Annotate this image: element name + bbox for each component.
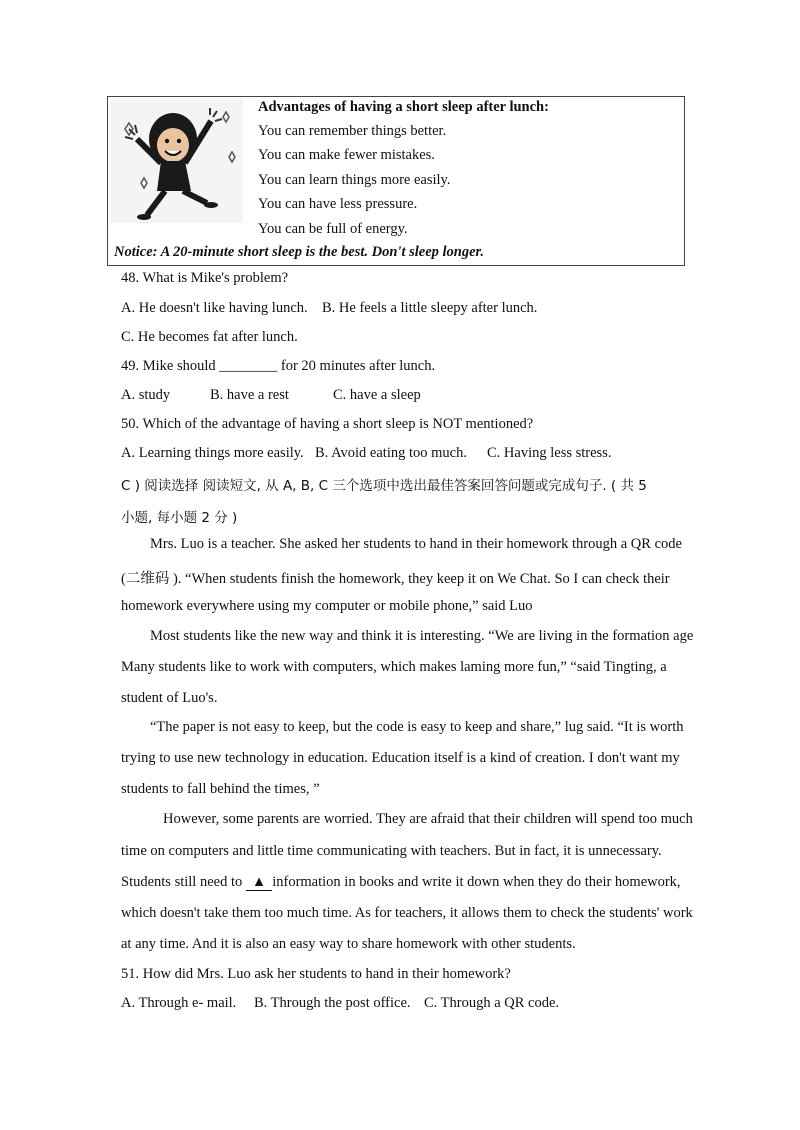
advantage-item: You can be full of energy. [258, 221, 408, 237]
q48-option-c: C. He becomes fat after lunch. [121, 329, 298, 345]
passage-line-with-blank [121, 874, 681, 891]
passage-line: (二维码 ). “When students finish the homework, they keep it on We Chat. So I can check their [121, 571, 670, 587]
q51-option-a: A. Through e- mail. [121, 995, 237, 1011]
question-50: 50. Which of the advantage of having a short sleep is NOT mentioned? [121, 416, 534, 432]
q49-option-c: C. have a sleep [333, 387, 421, 403]
section-c-instruction: C ) 阅读选择 阅读短文, 从 A, B, C 三个选项中选出最佳答案回答问题或完成句子. ( 共 5 [121, 478, 647, 494]
section-c-instruction-cont: 小题, 每小题 2 分 ) [121, 510, 238, 526]
advantages-box [107, 96, 685, 266]
passage-line: Many students like to work with computers, which makes laming more fun,” “said Tingting, a [121, 659, 667, 675]
advantage-item: You can learn things more easily. [258, 172, 451, 188]
passage-line: However, some parents are worried. They are afraid that their children will spend too much [163, 811, 693, 827]
jumping-girl-illustration [111, 99, 243, 223]
q51-option-b: B. Through the post office. [254, 995, 411, 1011]
passage-line: Mrs. Luo is a teacher. She asked her students to hand in their homework through a QR code [150, 536, 682, 552]
passage-line: at any time. And it is also an easy way to share homework with other students. [121, 936, 576, 952]
fill-in-blank: ▲ [246, 874, 272, 891]
q48-option-a: A. He doesn't like having lunch. [121, 300, 308, 316]
advantage-item: You can make fewer mistakes. [258, 147, 435, 163]
passage-line: “The paper is not easy to keep, but the code is easy to keep and share,” lug said. “It is worth [150, 719, 684, 735]
q50-option-b: B. Avoid eating too much. [315, 445, 467, 461]
question-51: 51. How did Mrs. Luo ask her students to hand in their homework? [121, 966, 511, 982]
notice-text: Notice: A 20-minute short sleep is the best. Don't sleep longer. [114, 244, 485, 260]
q50-option-a: A. Learning things more easily. [121, 445, 304, 461]
passage-line: students to fall behind the times, ” [121, 781, 320, 797]
q48-option-b: B. He feels a little sleepy after lunch. [322, 300, 538, 316]
advantage-item: You can have less pressure. [258, 196, 418, 212]
passage-line: student of Luo's. [121, 690, 218, 706]
passage-line: homework everywhere using my computer or mobile phone,” said Luo [121, 598, 533, 614]
passage-text: information in books and write it down when they do their homework, [272, 874, 681, 890]
q51-option-c: C. Through a QR code. [424, 995, 560, 1011]
passage-line: time on computers and little time communicating with teachers. But in fact, it is unnecessary. [121, 843, 662, 859]
advantages-title: Advantages of having a short sleep after lunch: [258, 99, 549, 115]
passage-line: Most students like the new way and think it is interesting. “We are living in the formation age [150, 628, 694, 644]
q49-option-a: A. study [121, 387, 171, 403]
question-49: 49. Mike should ________ for 20 minutes after lunch. [121, 358, 436, 374]
question-48: 48. What is Mike's problem? [121, 270, 289, 286]
advantage-item: You can remember things better. [258, 123, 447, 139]
q49-option-b: B. have a rest [210, 387, 289, 403]
q50-option-c: C. Having less stress. [487, 445, 612, 461]
passage-line: which doesn't take them too much time. As for teachers, it allows them to check the students' work [121, 905, 693, 921]
passage-line: trying to use new technology in education. Education itself is a kind of creation. I don't want my [121, 750, 680, 766]
passage-text: Students still need to [121, 874, 246, 890]
